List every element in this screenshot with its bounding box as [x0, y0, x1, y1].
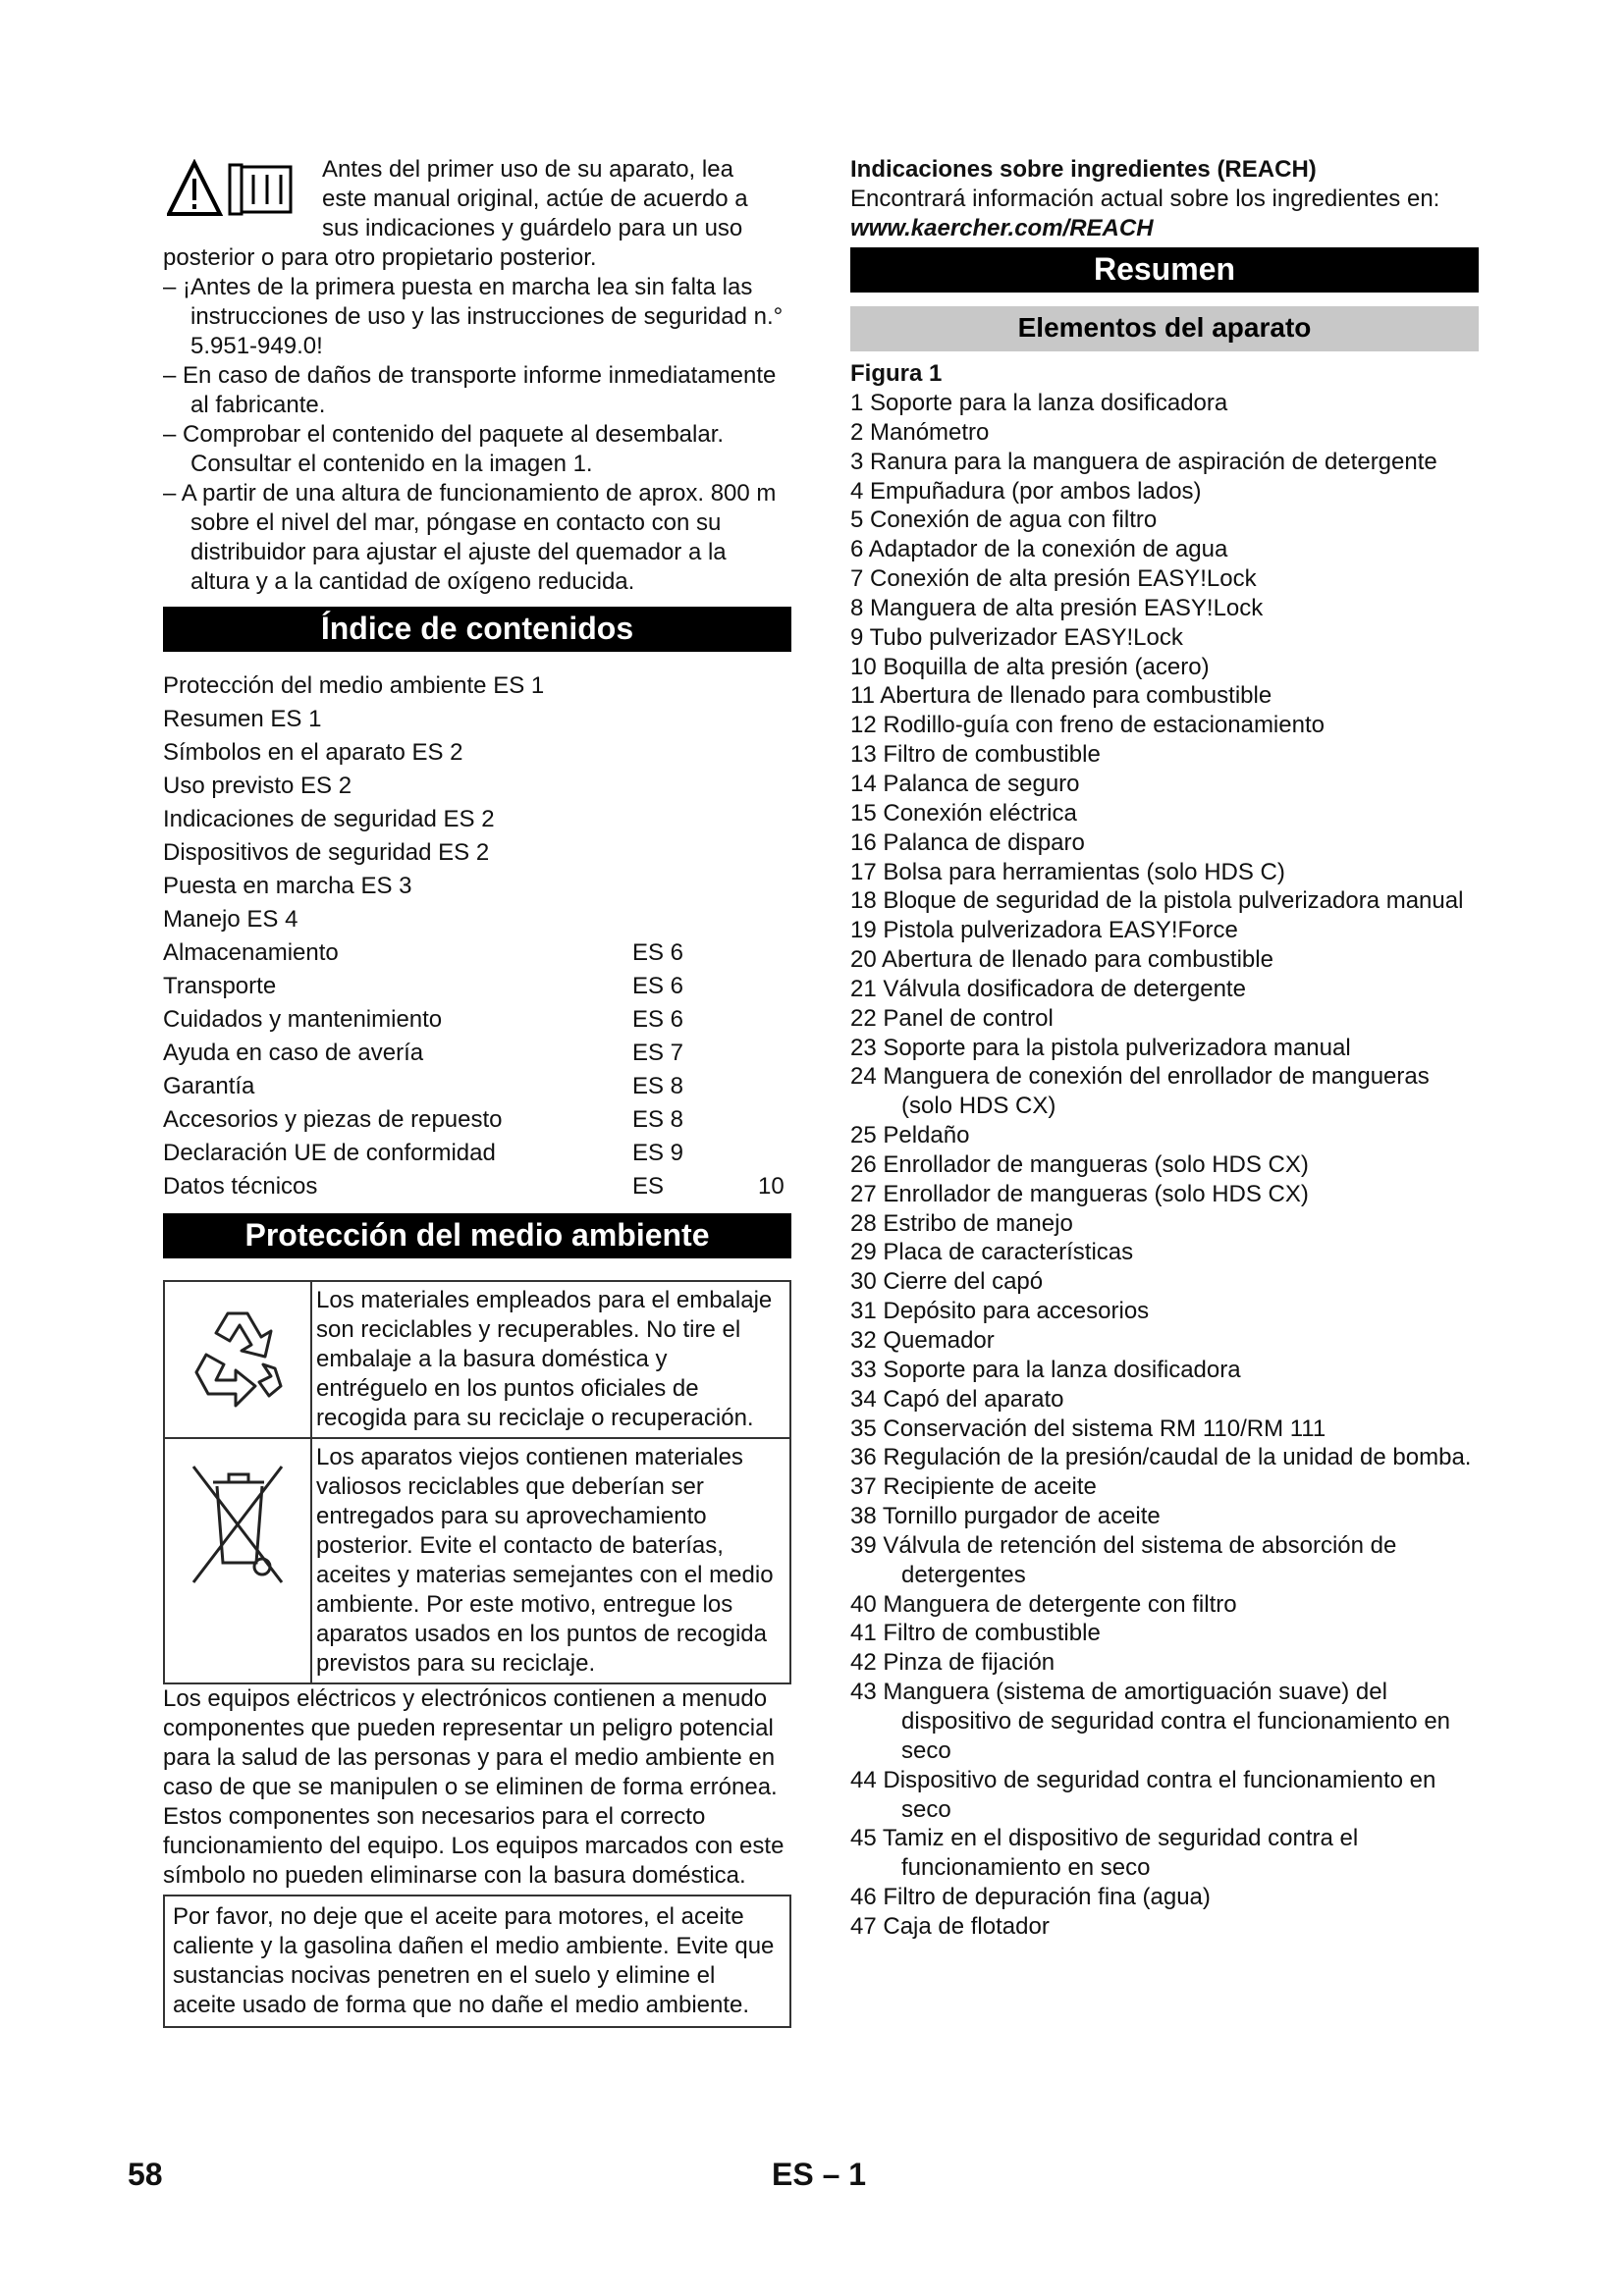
list-item: 42 Pinza de fijación	[850, 1649, 1056, 1677]
toc-label: Datos técnicos	[163, 1173, 318, 1200]
toc-label: Transporte	[163, 973, 277, 999]
toc-label: Almacenamiento	[163, 939, 339, 966]
toc-page: ES 6	[632, 939, 684, 966]
recycle-icon	[179, 1296, 297, 1414]
oil-notice: Por favor, no deje que el aceite para motores, el aceite caliente y la gasolina dañen el medio ambiente. Evite que sustancias nocivas penetren en el suelo y elimine el aceite usado de forma que no dañe el medio ambiente.	[163, 1895, 791, 2028]
toc-row[interactable]	[163, 669, 791, 703]
list-item: 32 Quemador	[850, 1327, 995, 1354]
list-item: 37 Recipiente de aceite	[850, 1473, 1097, 1501]
environment-heading: Protección del medio ambiente	[163, 1213, 791, 1258]
list-item: 44 Dispositivo de seguridad contra el funcionamiento en seco	[850, 1766, 1436, 1823]
toc-label: Declaración UE de conformidad	[163, 1140, 496, 1166]
toc-row[interactable]	[163, 1137, 791, 1170]
toc-label: Protección del medio ambiente ES 1	[163, 672, 545, 699]
environment-table	[163, 1280, 791, 1684]
elements-list	[850, 389, 1479, 1942]
intro-line: Antes del primer uso de su aparato, lea	[322, 156, 733, 183]
list-item: 18 Bloque de seguridad de la pistola pulverizadora manual	[850, 887, 1464, 915]
page-number: 58	[128, 2157, 163, 2192]
list-item: – Comprobar el contenido del paquete al desembalar. Consultar el contenido en la imagen 1.	[163, 421, 725, 477]
section-code: ES – 1	[772, 2157, 867, 2192]
toc-row[interactable]	[163, 1003, 791, 1037]
list-item: 14 Palanca de seguro	[850, 770, 1080, 797]
list-item: 27 Enrollador de mangueras (solo HDS CX)	[850, 1180, 1309, 1207]
list-item: 19 Pistola pulverizadora EASY!Force	[850, 917, 1238, 944]
toc-label: Símbolos en el aparato ES 2	[163, 739, 463, 766]
toc-row[interactable]	[163, 770, 791, 803]
list-item: 24 Manguera de conexión del enrollador de mangueras (solo HDS CX)	[850, 1063, 1430, 1120]
intro-list	[163, 273, 791, 597]
toc-label: Manejo ES 4	[163, 906, 298, 933]
toc-row[interactable]	[163, 703, 791, 736]
crossed-bin-icon	[184, 1453, 292, 1600]
toc-row[interactable]	[163, 1170, 791, 1203]
list-item: 25 Peldaño	[850, 1122, 970, 1149]
list-item: 38 Tornillo purgador de aceite	[850, 1503, 1161, 1530]
summary-heading: Resumen	[850, 247, 1479, 293]
list-item: 4 Empuñadura (por ambos lados)	[850, 477, 1202, 505]
list-item: 8 Manguera de alta presión EASY!Lock	[850, 594, 1264, 621]
toc-row[interactable]	[163, 803, 791, 836]
toc-row[interactable]	[163, 836, 791, 870]
toc-label: Cuidados y mantenimiento	[163, 1006, 443, 1033]
list-item: 28 Estribo de manejo	[850, 1209, 1073, 1237]
list-item: 11 Abertura de llenado para combustible	[850, 682, 1272, 710]
recycle-cell	[164, 1281, 311, 1438]
intro-continuation: posterior o para otro propietario posterior.	[163, 244, 597, 271]
toc-label: Uso previsto ES 2	[163, 773, 352, 799]
list-item: 9 Tubo pulverizador EASY!Lock	[850, 623, 1183, 651]
toc-row[interactable]	[163, 936, 791, 970]
toc-row[interactable]	[163, 903, 791, 936]
list-item: 30 Cierre del capó	[850, 1268, 1044, 1296]
list-item: 34 Capó del aparato	[850, 1385, 1064, 1413]
list-item: 45 Tamiz en el dispositivo de seguridad contra el funcionamiento en seco	[850, 1825, 1359, 1882]
list-item: 39 Válvula de retención del sistema de absorción de detergentes	[850, 1531, 1397, 1588]
toc-label: Accesorios y piezas de repuesto	[163, 1106, 503, 1133]
list-item: – En caso de daños de transporte informe inmediatamente al fabricante.	[163, 362, 777, 418]
disposal-cell	[164, 1438, 311, 1683]
list-item: 7 Conexión de alta presión EASY!Lock	[850, 565, 1257, 593]
warning-manual-icon	[167, 159, 314, 220]
toc-heading: Índice de contenidos	[163, 607, 791, 652]
list-item: 6 Adaptador de la conexión de agua	[850, 536, 1228, 563]
weee-paragraph: Los equipos eléctricos y electrónicos contienen a menudo componentes que pueden representar un peligro potencial para la salud de las personas y para el medio ambiente en caso de que se manipulen o se eliminen de forma errónea. Estos componentes son necesarios para el correcto funcionamiento del equipo. Los equipos marcados con este símbolo no pueden eliminarse con la basura doméstica.	[163, 1685, 785, 1889]
toc-page: ES	[632, 1173, 665, 1200]
toc-page: ES 6	[632, 1006, 684, 1033]
list-item: 43 Manguera (sistema de amortiguación suave) del dispositivo de seguridad contra el funcionamiento en seco	[850, 1679, 1451, 1764]
list-item: 2 Manómetro	[850, 418, 990, 446]
recycle-text: Los materiales empleados para el embalaje son reciclables y recuperables. No tire el embalaje a la basura doméstica y entréguelo en los puntos oficiales de recogida para su reciclaje o recuperación.	[311, 1281, 790, 1438]
toc-label: Garantía	[163, 1073, 255, 1099]
list-item: 31 Depósito para accesorios	[850, 1298, 1150, 1325]
toc-page: ES 8	[632, 1106, 684, 1133]
reach-text: Encontrará información actual sobre los ingredientes en:	[850, 186, 1440, 212]
list-item: 3 Ranura para la manguera de aspiración de detergente	[850, 448, 1437, 475]
disposal-text: Los aparatos viejos contienen materiales valiosos reciclables que deberían ser entregados para su aprovechamiento posterior. Evite el contacto de baterías, aceites y materias semejantes con el medio ambiente. Por este motivo, entregue los aparatos usados en los puntos de recogida previstos para su reciclaje.	[311, 1438, 790, 1683]
list-item: 1 Soporte para la lanza dosificadora	[850, 390, 1228, 416]
list-item: 17 Bolsa para herramientas (solo HDS C)	[850, 858, 1285, 885]
intro-line: este manual original, actúe de acuerdo a	[322, 186, 748, 212]
list-item: 23 Soporte para la pistola pulverizadora manual	[850, 1034, 1351, 1061]
list-item: – A partir de una altura de funcionamiento de aprox. 800 m sobre el nivel del mar, póngase en contacto con su distribuidor para ajustar el ajuste del quemador a la altura y a la cantidad de oxígeno reducida.	[163, 480, 777, 595]
toc-page: ES 6	[632, 973, 684, 999]
table-of-contents	[163, 669, 791, 1203]
intro-block	[163, 155, 791, 597]
toc-page: ES 9	[632, 1140, 684, 1166]
list-item: 5 Conexión de agua con filtro	[850, 507, 1158, 534]
toc-page: ES 7	[632, 1040, 684, 1066]
list-item: 12 Rodillo-guía con freno de estacionamiento	[850, 712, 1325, 739]
toc-row[interactable]	[163, 1070, 791, 1103]
list-item: 10 Boquilla de alta presión (acero)	[850, 653, 1210, 680]
list-item: 20 Abertura de llenado para combustible	[850, 946, 1273, 974]
toc-row[interactable]	[163, 736, 791, 770]
left-column	[163, 155, 791, 2028]
toc-page: ES 8	[632, 1073, 684, 1099]
toc-label: Resumen ES 1	[163, 706, 322, 732]
list-item: 13 Filtro de combustible	[850, 741, 1101, 769]
toc-label: Dispositivos de seguridad ES 2	[163, 839, 490, 866]
toc-row[interactable]	[163, 1037, 791, 1070]
list-item: 22 Panel de control	[850, 1004, 1054, 1032]
toc-row[interactable]	[163, 970, 791, 1003]
reach-link[interactable]: www.kaercher.com/REACH	[850, 215, 1154, 241]
reach-heading: Indicaciones sobre ingredientes (REACH)	[850, 156, 1317, 183]
toc-row[interactable]	[163, 1103, 791, 1137]
list-item: 26 Enrollador de mangueras (solo HDS CX)	[850, 1150, 1309, 1178]
list-item: 16 Palanca de disparo	[850, 828, 1085, 856]
list-item: 33 Soporte para la lanza dosificadora	[850, 1356, 1241, 1383]
list-item: 36 Regulación de la presión/caudal de la unidad de bomba.	[850, 1444, 1472, 1471]
toc-label: Indicaciones de seguridad ES 2	[163, 806, 495, 832]
toc-page-number: 10	[758, 1173, 785, 1200]
toc-label: Puesta en marcha ES 3	[163, 873, 412, 899]
list-item: 21 Válvula dosificadora de detergente	[850, 975, 1246, 1002]
list-item: 47 Caja de flotador	[850, 1912, 1050, 1940]
list-item: 40 Manguera de detergente con filtro	[850, 1590, 1237, 1618]
list-item: 15 Conexión eléctrica	[850, 799, 1077, 827]
toc-label: Ayuda en caso de avería	[163, 1040, 424, 1066]
list-item: 35 Conservación del sistema RM 110/RM 111	[850, 1415, 1326, 1442]
right-column	[850, 155, 1479, 1942]
elements-subheading: Elementos del aparato	[850, 306, 1479, 351]
list-item: 41 Filtro de combustible	[850, 1620, 1101, 1647]
intro-line: sus indicaciones y guárdelo para un uso	[322, 215, 743, 241]
list-item: 46 Filtro de depuración fina (agua)	[850, 1884, 1211, 1911]
list-item: 29 Placa de características	[850, 1239, 1134, 1266]
figure-label: Figura 1	[850, 360, 943, 387]
toc-row[interactable]	[163, 870, 791, 903]
list-item: – ¡Antes de la primera puesta en marcha lea sin falta las instrucciones de uso y las instrucciones de seguridad n.° 5.951-949.0!	[163, 274, 784, 359]
